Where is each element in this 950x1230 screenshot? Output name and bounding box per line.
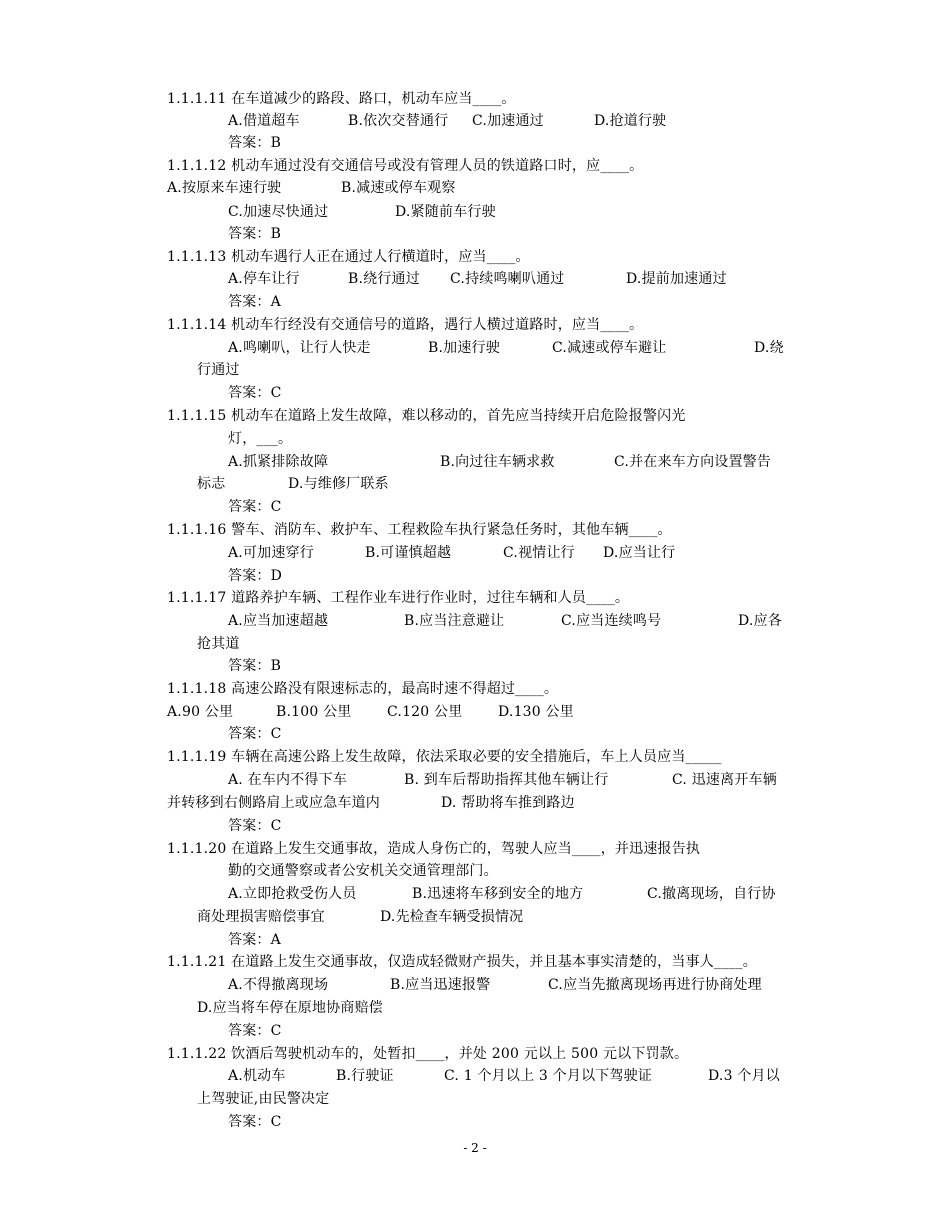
answer-option: B.加速行驶 — [428, 340, 500, 356]
answer-option: D. 帮助将车推到路边 — [441, 795, 575, 811]
answer-option: C.120 公里 — [387, 704, 463, 720]
answer-option: A.不得撤离现场 — [228, 977, 329, 993]
question-text: 1.1.1.12 机动车通过没有交通信号或没有管理人员的铁道路口时，应____。 — [167, 158, 644, 174]
answer-option: B.依次交替通行 — [348, 113, 449, 129]
answer-option: C.持续鸣喇叭通过 — [450, 271, 565, 287]
answer-option: C.应当先撤离现场再进行协商处理 — [548, 977, 762, 993]
answer-option: 并转移到右侧路肩上或应急车道内 — [167, 795, 380, 811]
question-text: 1.1.1.20 在道路上发生交通事故，造成人身伤亡的，驾驶人应当____，并迅速报告执 — [167, 841, 701, 857]
answer-option: D.应各 — [738, 613, 782, 629]
question-text: 1.1.1.18 高速公路没有限速标志的，最高时速不得超过____。 — [167, 681, 559, 697]
text-line: 上驾驶证,由民警决定 — [197, 1091, 330, 1107]
answer-option: C.并在来车方向设置警告 — [614, 454, 772, 470]
answer-option: D.紧随前车行驶 — [395, 204, 496, 220]
answer-option: B.迅速将车移到安全的地方 — [412, 886, 584, 902]
answer-key: 答案：C — [228, 726, 282, 742]
answer-option: D.绕 — [754, 340, 784, 356]
question-text: 1.1.1.11 在车道减少的路段、路口，机动车应当____。 — [167, 91, 516, 107]
question-text: 1.1.1.16 警车、消防车、救护车、工程救险车执行紧急任务时，其他车辆____。 — [167, 522, 672, 538]
answer-option: A.可加速穿行 — [228, 545, 314, 561]
question-text: 1.1.1.13 机动车遇行人正在通过人行横道时，应当____。 — [167, 249, 530, 265]
answer-option: A.机动车 — [228, 1068, 286, 1084]
question-text: 1.1.1.15 机动车在道路上发生故障，难以移动的，首先应当持续开启危险报警闪光 — [167, 408, 686, 424]
answer-option: C.减速或停车避让 — [552, 340, 667, 356]
answer-key: 答案：B — [228, 658, 282, 674]
answer-option: B.减速或停车观察 — [341, 180, 456, 196]
answer-option: 标志 — [197, 476, 226, 492]
answer-option: D.提前加速通过 — [626, 271, 727, 287]
answer-key: 答案：C — [228, 1114, 282, 1130]
answer-option: B.可谨慎超越 — [365, 545, 452, 561]
answer-option: B.行驶证 — [336, 1068, 394, 1084]
answer-option: D.130 公里 — [498, 704, 574, 720]
text-line: 灯，___。 — [228, 431, 293, 447]
answer-option: C.视情让行 — [503, 545, 575, 561]
answer-option: B.100 公里 — [276, 704, 352, 720]
answer-option: A.借道超车 — [228, 113, 300, 129]
answer-option: B.绕行通过 — [348, 271, 420, 287]
text-line: 抢其道 — [197, 636, 240, 652]
question-text: 1.1.1.22 饮酒后驾驶机动车的，处暂扣____，并处 200 元以上 500 元以下罚款。 — [167, 1046, 689, 1062]
text-line: 勤的交通警察或者公安机关交通管理部门。 — [228, 863, 498, 879]
answer-option: A.90 公里 — [167, 704, 234, 720]
answer-option: C. 1 个月以上 3 个月以下驾驶证 — [444, 1068, 653, 1084]
answer-option: D.与维修厂联系 — [288, 476, 389, 492]
answer-key: 答案：A — [228, 294, 281, 310]
answer-option: D.抢道行驶 — [594, 113, 667, 129]
answer-option: A.抓紧排除故障 — [228, 454, 329, 470]
answer-option: A.鸣喇叭，让行人快走 — [228, 340, 371, 356]
answer-option: A. 在车内不得下车 — [228, 772, 348, 788]
answer-key: 答案：C — [228, 818, 282, 834]
answer-option: D.应当让行 — [603, 545, 676, 561]
answer-option: B.应当注意避让 — [404, 613, 505, 629]
page-number: - 2 - — [463, 1141, 487, 1155]
question-text: 1.1.1.14 机动车行经没有交通信号的道路，遇行人横过道路时，应当____。 — [167, 317, 644, 333]
answer-key: 答案：B — [228, 226, 282, 242]
answer-option: C.加速尽快通过 — [228, 204, 329, 220]
answer-key: 答案：D — [228, 568, 283, 584]
answer-option: A.应当加速超越 — [228, 613, 329, 629]
answer-option: C.撤离现场，自行协 — [647, 886, 776, 902]
answer-key: 答案：A — [228, 932, 281, 948]
question-text: 1.1.1.21 在道路上发生交通事故，仅造成轻微财产损失，并且基本事实清楚的，当事人____。 — [167, 954, 757, 970]
answer-key: 答案：C — [228, 1023, 282, 1039]
answer-option: B. 到车后帮助指挥其他车辆让行 — [404, 772, 609, 788]
answer-option: A.按原来车速行驶 — [167, 180, 282, 196]
answer-option: A.立即抢救受伤人员 — [228, 886, 357, 902]
answer-key: 答案：C — [228, 385, 282, 401]
answer-key: 答案：B — [228, 135, 282, 151]
answer-option: D.先检查车辆受损情况 — [380, 909, 524, 925]
question-text: 1.1.1.17 道路养护车辆、工程作业车进行作业时，过往车辆和人员____。 — [167, 590, 630, 606]
text-line: D.应当将车停在原地协商赔偿 — [197, 1000, 383, 1016]
answer-option: B.应当迅速报警 — [390, 977, 491, 993]
answer-option: C.应当连续鸣号 — [561, 613, 662, 629]
answer-option: 商处理损害赔偿事宜 — [197, 909, 325, 925]
text-line: 行通过 — [197, 362, 240, 378]
answer-option: A.停车让行 — [228, 271, 300, 287]
answer-option: B.向过往车辆求救 — [440, 454, 555, 470]
answer-option: C. 迅速离开车辆 — [672, 772, 777, 788]
answer-key: 答案：C — [228, 499, 282, 515]
question-text: 1.1.1.19 车辆在高速公路上发生故障，依法采取必要的安全措施后，车上人员应当_____ — [167, 749, 722, 765]
answer-option: C.加速通过 — [472, 113, 544, 129]
answer-option: D.3 个月以 — [708, 1068, 780, 1084]
